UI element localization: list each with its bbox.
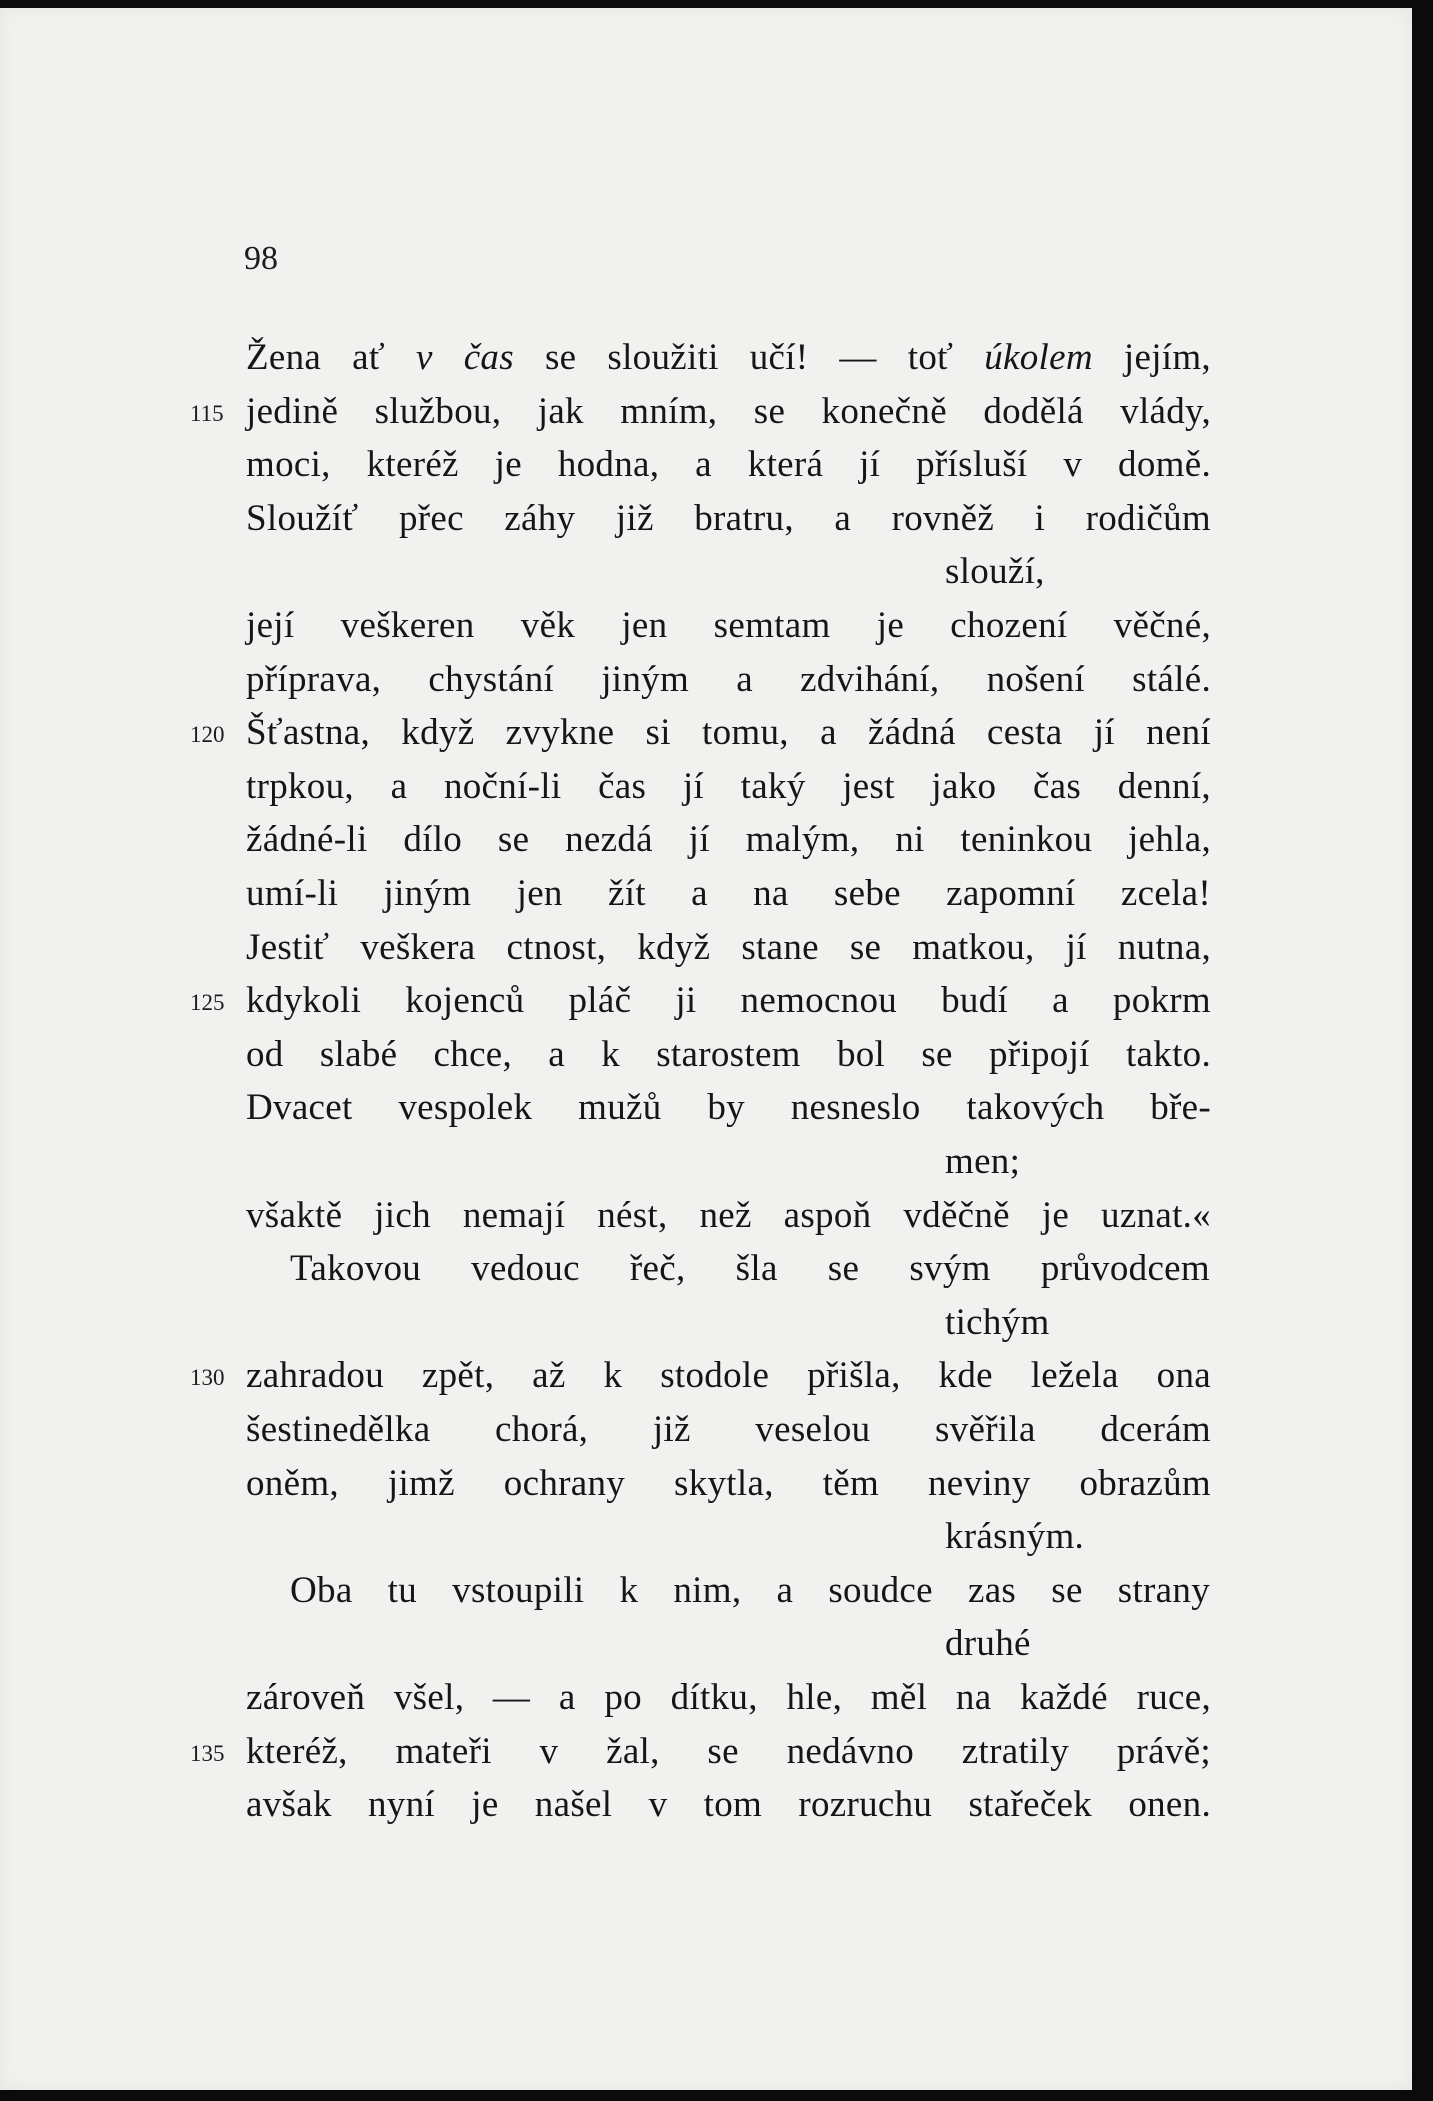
line-text [290, 1242, 1210, 1296]
text-segment: všaktě jich nemají nést, než aspoň vděčně je uznat.« [246, 1194, 1211, 1236]
line-number: 115 [190, 400, 224, 426]
line-text [945, 1135, 1020, 1189]
text-segment: avšak nyní je našel v tom rozruchu stařeček onen. [246, 1784, 1211, 1826]
line-number: 125 [190, 990, 225, 1016]
line-text [246, 653, 1211, 707]
poem-line [0, 921, 1300, 975]
poem-line [0, 1242, 1300, 1296]
line-text [246, 867, 1211, 921]
line-text [246, 760, 1211, 814]
text-segment: zahradou zpět, až k stodole přišla, kde ležela ona [246, 1355, 1211, 1397]
poem-line [0, 1296, 1300, 1350]
poem-line [0, 545, 1300, 599]
line-text [246, 1671, 1211, 1725]
poem-text [0, 8, 1412, 2090]
page-number: 98 [244, 240, 278, 277]
line-text [246, 1725, 1211, 1779]
text-segment: Žena ať [246, 337, 416, 378]
line-number: 120 [190, 722, 225, 748]
text-segment: Takovou vedouc řeč, šla se svým průvodcem [290, 1248, 1210, 1290]
text-segment: Dvacet vespolek mužů by nesneslo takových bře- [246, 1087, 1211, 1129]
poem-line [0, 653, 1300, 707]
poem-line [0, 867, 1300, 921]
text-segment: trpkou, a noční-li čas jí taký jest jako čas denní, [246, 765, 1211, 807]
emphasized-text: úkolem [984, 337, 1093, 378]
line-text [246, 974, 1211, 1028]
line-text [945, 1617, 1031, 1671]
line-text [246, 492, 1211, 546]
line-text [246, 1457, 1211, 1511]
poem-line [0, 492, 1300, 546]
poem-line [0, 1510, 1300, 1564]
poem-line [0, 1564, 1300, 1618]
line-text [246, 706, 1211, 760]
text-segment: se sloužiti učí! — toť [513, 337, 985, 378]
text-segment: oněm, jimž ochrany skytla, těm neviny obrazům [246, 1462, 1211, 1504]
line-text [246, 1403, 1211, 1457]
poem-line [0, 1349, 1300, 1403]
text-segment: zároveň všel, — a po dítku, hle, měl na každé ruce, [246, 1677, 1211, 1718]
text-segment: kteréž, mateři v žal, se nedávno ztratily právě; [246, 1730, 1211, 1772]
poem-line [0, 813, 1300, 867]
poem-line [0, 974, 1300, 1028]
poem-line [0, 1617, 1300, 1671]
text-segment: od slabé chce, a k starostem bol se připojí takto. [246, 1033, 1211, 1075]
text-segment: kdykoli kojenců pláč ji nemocnou budí a pokrm [246, 980, 1211, 1022]
poem-line [0, 1028, 1300, 1082]
line-text [945, 1510, 1084, 1564]
poem-line [0, 1135, 1300, 1189]
poem-line [0, 331, 1300, 385]
line-text [246, 599, 1211, 653]
text-segment: Jestiť veškera ctnost, když stane se matkou, jí nutna, [246, 926, 1211, 968]
poem-line [0, 438, 1300, 492]
text-segment: krásným. [945, 1516, 1085, 1558]
poem-line [0, 1403, 1300, 1457]
line-text [246, 438, 1211, 492]
line-text [246, 813, 1211, 867]
text-segment: druhé [945, 1623, 1031, 1665]
line-text [246, 385, 1211, 439]
poem-line [0, 760, 1300, 814]
text-segment: šestinedělka chorá, již veselou svěřila dcerám [246, 1409, 1211, 1450]
text-segment: Oba tu vstoupili k nim, a soudce zas se strany [290, 1569, 1210, 1611]
poem-line [0, 599, 1300, 653]
poem-line [0, 1725, 1300, 1779]
emphasized-text: v čas [415, 337, 514, 378]
text-segment: Sloužíť přec záhy již bratru, a rovněž i rodičům [246, 497, 1211, 539]
poem-line [0, 1189, 1300, 1243]
line-text [246, 1778, 1211, 1832]
text-segment: jedině službou, jak mním, se konečně dodělá vlády, [246, 390, 1211, 432]
text-segment: tichým [945, 1301, 1050, 1343]
line-number: 130 [190, 1365, 225, 1391]
poem-line [0, 1778, 1300, 1832]
text-segment: příprava, chystání jiným a zdvihání, nošení stálé. [246, 658, 1211, 700]
text-segment: men; [945, 1141, 1021, 1182]
text-segment: slouží, [945, 551, 1045, 593]
line-text [246, 1189, 1211, 1243]
poem-line [0, 1457, 1300, 1511]
line-text [945, 545, 1045, 599]
text-segment: umí-li jiným jen žít a na sebe zapomní zcela! [246, 873, 1211, 914]
line-text [246, 1349, 1211, 1403]
line-text [246, 331, 1211, 385]
book-page [0, 8, 1412, 2090]
poem-line [0, 1081, 1300, 1135]
text-segment: její veškeren věk jen semtam je chození věčné, [246, 605, 1211, 646]
poem-line [0, 1671, 1300, 1725]
text-segment: moci, kteréž je hodna, a která jí přísluší v domě. [246, 444, 1211, 486]
line-number: 135 [190, 1740, 225, 1766]
text-segment: žádné-li dílo se nezdá jí malým, ni teninkou jehla, [246, 819, 1211, 861]
line-text [246, 1028, 1211, 1082]
poem-line [0, 706, 1300, 760]
text-segment: Šťastna, když zvykne si tomu, a žádná cesta jí není [246, 712, 1211, 754]
line-text [945, 1296, 1050, 1350]
text-segment: jejím, [1092, 337, 1211, 378]
line-text [246, 1081, 1211, 1135]
line-text [246, 921, 1211, 975]
line-text [290, 1564, 1210, 1618]
poem-line [0, 385, 1300, 439]
